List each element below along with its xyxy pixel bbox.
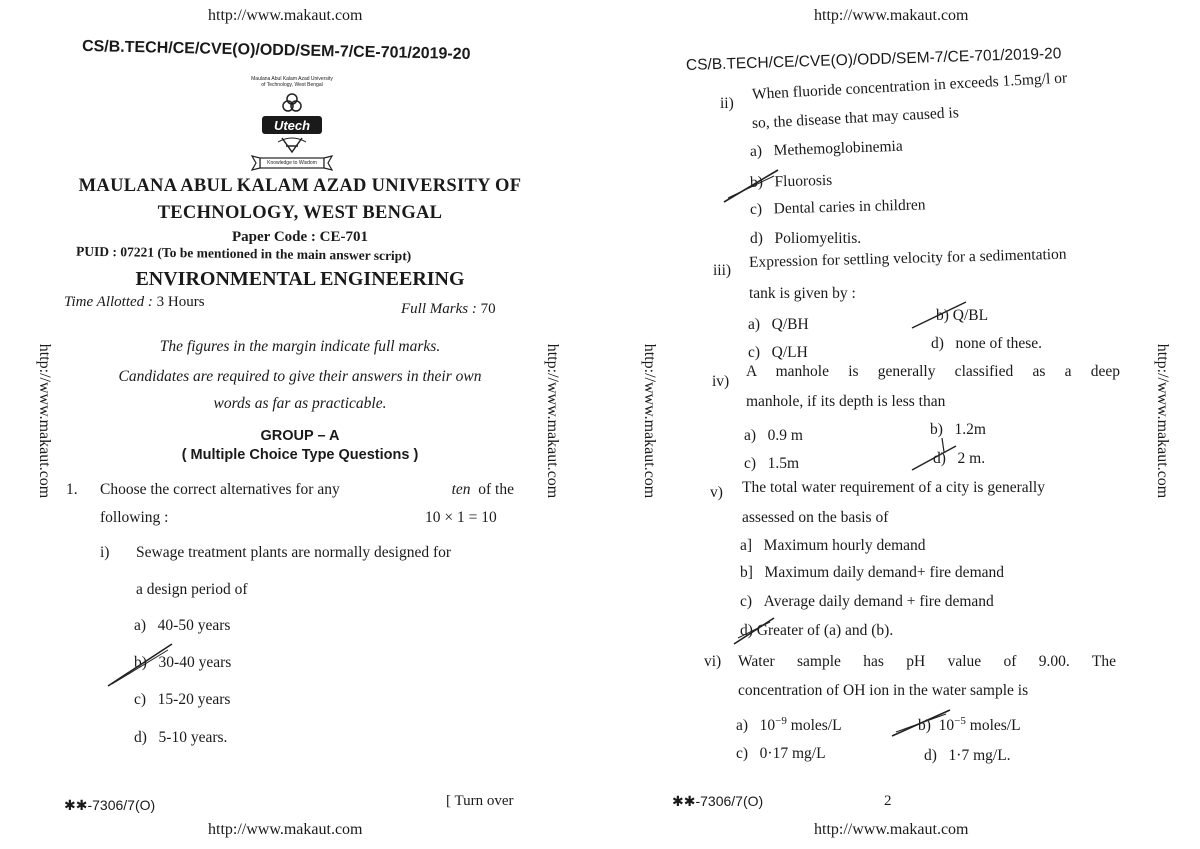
qvi-line2: concentration of OH ion in the water sample is [738, 682, 1029, 699]
turn-over: [ Turn over [446, 793, 514, 809]
answer-tick-mark [890, 706, 954, 740]
page-number: 2 [884, 793, 892, 809]
qiv-option-c: c) 1.5m [744, 455, 800, 472]
qiv-line1: A manhole is generally classified as a deep [746, 363, 1120, 380]
qi-number: i) [100, 544, 110, 561]
qvi-option-d: d) 1·7 mg/L. [924, 747, 1011, 764]
qvi-option-c: c) 0·17 mg/L [736, 745, 826, 762]
qii-option-d: d) Poliomyelitis. [750, 230, 862, 247]
site-url-margin-left[interactable]: http://www.makaut.com [641, 343, 658, 499]
qv-option-b: b] Maximum daily demand+ fire demand [740, 564, 1005, 581]
right-page [600, 0, 1200, 849]
time-label: Time Allotted : [64, 294, 153, 310]
time-allotted [64, 294, 205, 311]
puid-line: PUID : 07221 (To be mentioned in the main answer script) [75, 243, 412, 264]
logo-caption-line2: of Technology, West Bengal [261, 82, 323, 88]
marks-value: 70 [480, 301, 496, 317]
qi-line1: Sewage treatment plants are normally designed for [136, 544, 452, 561]
paper-code: Paper Code : CE-701 [232, 229, 368, 245]
qii-line1: When fluoride concentration in exceeds 1.5mg/l or [751, 69, 1068, 103]
q1-line1 [100, 481, 514, 499]
qiv-line2: manhole, if its depth is less than [746, 393, 946, 410]
qi-option-b: b) 30-40 years [134, 654, 232, 671]
qv-option-d: d) Greater of (a) and (b). [740, 622, 894, 639]
qi-option-c: c) 15-20 years [134, 691, 231, 708]
qiv-option-a: a) 0.9 m [744, 427, 803, 444]
q1-number: 1. [66, 481, 78, 498]
logo-caption-line1: Maulana Abul Kalam Azad University [251, 76, 333, 82]
qiii-line1: Expression for settling velocity for a sedimentation [748, 245, 1067, 271]
group-subtitle: ( Multiple Choice Type Questions ) [181, 447, 419, 463]
qiii-line2: tank is given by : [749, 285, 856, 302]
group-title: GROUP – A [260, 428, 340, 444]
answer-tick-mark [910, 298, 970, 332]
site-url-bottom[interactable]: http://www.makaut.com [208, 821, 363, 838]
qii-option-c: c) Dental caries in children [749, 196, 926, 218]
qv-option-a: a] Maximum hourly demand [740, 537, 926, 554]
subject-title: ENVIRONMENTAL ENGINEERING [135, 268, 465, 290]
answer-tick-mark [910, 434, 960, 474]
marks-label: Full Marks : [401, 301, 477, 317]
instruction-line2: Candidates are required to give their answers in their own [118, 368, 482, 385]
qiv-number: iv) [712, 373, 730, 390]
qvi-option-a: a) $10^{-9}$ moles/L [736, 715, 842, 735]
paper-code-line: CS/B.TECH/CE/CVE(O)/ODD/SEM-7/CE-701/2019-20 [81, 37, 471, 64]
qv-number: v) [710, 484, 723, 501]
site-url-margin-right[interactable]: http://www.makaut.com [1154, 343, 1171, 499]
qii-number: ii) [720, 95, 734, 112]
qv-line1: The total water requirement of a city is generally [742, 479, 1045, 496]
q1-text-a: Choose the correct alternatives for any [100, 481, 340, 498]
qvi-line1: Water sample has pH value of 9.00. The [738, 653, 1116, 670]
university-logo [242, 76, 342, 174]
instruction-line3: words as far as practicable. [213, 395, 387, 412]
qv-line2: assessed on the basis of [742, 509, 889, 526]
qii-line2: so, the disease that may caused is [751, 104, 960, 132]
q1-line2: following : [100, 509, 169, 526]
full-marks [401, 301, 496, 318]
site-url-margin-right[interactable]: http://www.makaut.com [544, 343, 561, 499]
qiii-option-a: a) Q/BH [748, 316, 809, 333]
q1-text-em: ten [451, 481, 471, 498]
qii-option-a: a) Methemoglobinemia [749, 137, 903, 160]
logo-badge-text: Utech [273, 118, 311, 133]
qiv-option-b: b) 1.2m [930, 421, 986, 438]
qiii-option-d: d) none of these. [931, 335, 1043, 352]
university-name-line1: MAULANA ABUL KALAM AZAD UNIVERSITY OF [78, 176, 522, 196]
site-url-bottom[interactable]: http://www.makaut.com [814, 821, 969, 838]
qvi-option-b: b) $10^{-5}$ moles/L [918, 715, 1021, 735]
qi-option-d: d) 5-10 years. [134, 729, 228, 746]
qv-option-c: c) Average daily demand + fire demand [740, 593, 994, 610]
qi-line2: a design period of [136, 581, 248, 598]
qvi-number: vi) [704, 653, 722, 670]
site-url-margin-left[interactable]: http://www.makaut.com [36, 343, 53, 499]
university-name-line2: TECHNOLOGY, WEST BENGAL [157, 203, 443, 223]
qiii-number: iii) [713, 262, 732, 279]
qi-option-a: a) 40-50 years [134, 617, 231, 634]
qiii-option-c: c) Q/LH [748, 344, 808, 361]
time-value: 3 Hours [156, 294, 205, 310]
footer-code: ✱✱-7306/7(O) [64, 797, 156, 813]
qiv-option-d: d) 2 m. [933, 450, 986, 467]
answer-tick-mark [106, 640, 176, 690]
answer-tick-mark [732, 614, 778, 648]
q1-marks: 10 × 1 = 10 [425, 509, 497, 526]
qii-option-b: b) Fluorosis [749, 171, 833, 191]
q1-text-b: of the [478, 481, 514, 498]
paper-code-line: CS/B.TECH/CE/CVE(O)/ODD/SEM-7/CE-701/2019-20 [685, 45, 1062, 74]
instruction-line1: The figures in the margin indicate full marks. [159, 338, 441, 355]
site-url-top[interactable]: http://www.makaut.com [814, 7, 969, 24]
footer-code: ✱✱-7306/7(O) [672, 793, 764, 809]
qiii-option-b: b) Q/BL [936, 307, 989, 324]
site-url-top[interactable]: http://www.makaut.com [208, 7, 363, 24]
logo-banner-text: Knowledge to Wisdom [267, 160, 317, 166]
